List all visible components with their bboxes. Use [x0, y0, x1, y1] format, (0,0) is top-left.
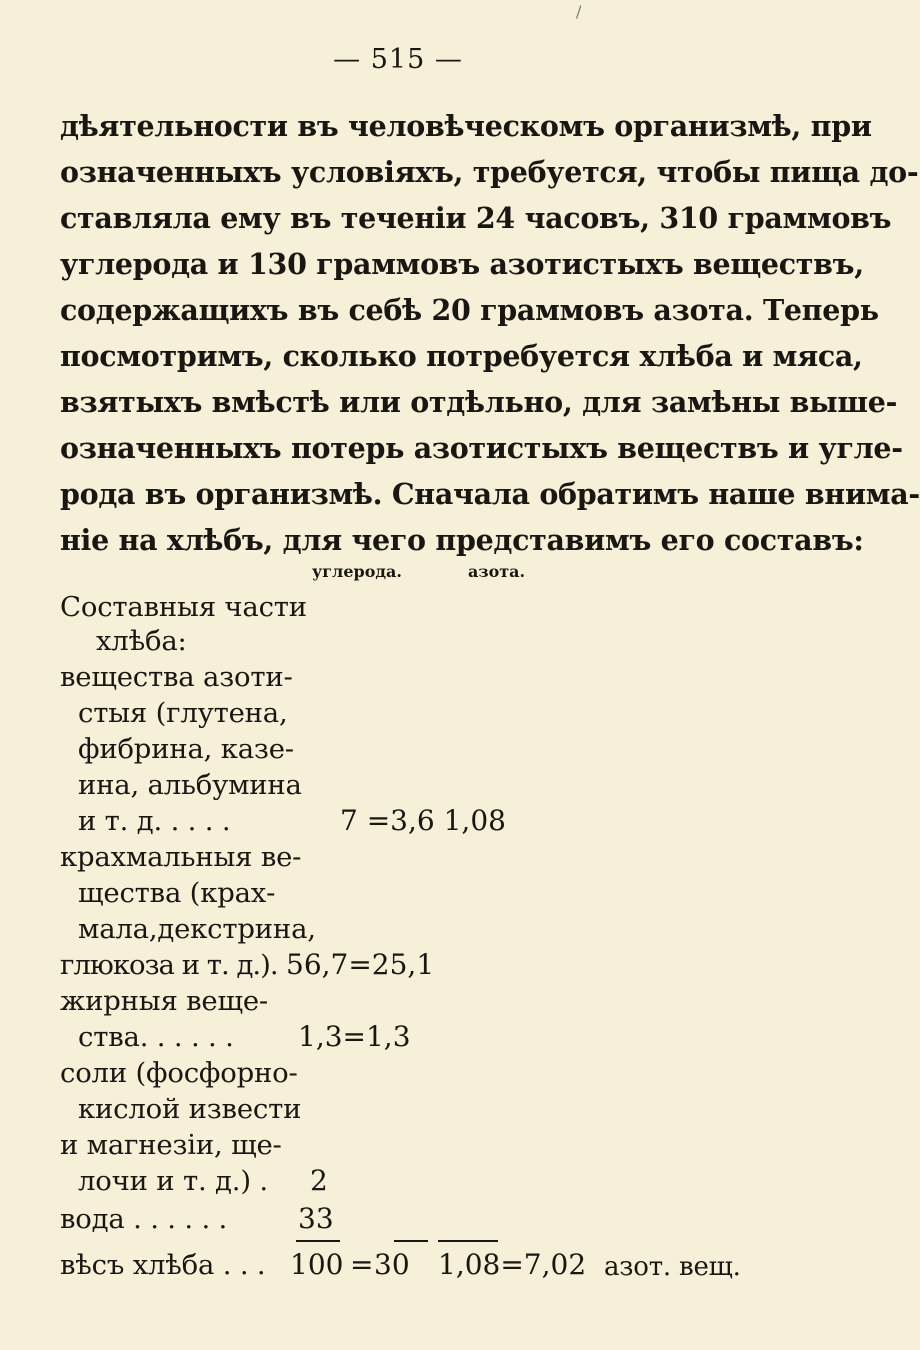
table-label-line: Составныя части: [60, 591, 307, 623]
sum-rule: [296, 1240, 340, 1242]
sum-rule: [394, 1240, 428, 1242]
total-weight: 100: [290, 1248, 344, 1281]
body-line-1: дѣятельности въ человѣческомъ организмѣ, при: [60, 109, 872, 143]
table-label-line: ина, альбумина: [78, 769, 302, 801]
body-line-6: посмотримъ, сколько потребуется хлѣба и мяса,: [60, 339, 863, 373]
table-label-line: глюкоза и т. д.).: [60, 949, 278, 981]
sum-rule: [438, 1240, 498, 1242]
table-label-line: соли (фосфорно-: [60, 1057, 298, 1089]
body-line-9: рода въ организмѣ. Сначала обратимъ наше внима-: [60, 477, 920, 511]
body-line-10: ніе на хлѣбъ, для чего представимъ его составъ:: [60, 523, 864, 557]
table-label-line: ства. . . . . .: [78, 1021, 234, 1053]
body-line-8: означенныхъ потерь азотистыхъ веществъ и угле-: [60, 431, 903, 465]
body-line-2: означенныхъ условіяхъ, требуется, чтобы пища до-: [60, 155, 919, 189]
table-label-line: стыя (глутена,: [78, 697, 288, 729]
table-label-line: хлѣба:: [96, 625, 187, 657]
value-fat: 1,3=1,3: [298, 1020, 411, 1053]
table-label-line: жирныя веще-: [60, 985, 269, 1017]
table-label-line: и т. д. . . . .: [78, 805, 231, 837]
body-line-3: ставляла ему въ теченіи 24 часовъ, 310 граммовъ: [60, 201, 892, 235]
table-label-line: мала,декстрина,: [78, 913, 316, 945]
table-label-line: вѣсъ хлѣба . . .: [60, 1249, 266, 1281]
body-line-7: взятыхъ вмѣстѣ или отдѣльно, для замѣны выше-: [60, 385, 898, 419]
body-line-4: углерода и 130 граммовъ азотистыхъ веществъ,: [60, 247, 864, 281]
body-line-5: содержащихъ въ себѣ 20 граммовъ азота. Теперь: [60, 293, 879, 327]
total-equals: =: [350, 1248, 374, 1281]
table-label-line: лочи и т. д.) .: [78, 1165, 268, 1197]
page-number: — 515 —: [333, 44, 463, 75]
column-header-carbon: углерода.: [312, 562, 402, 581]
table-label-line: кислой извести: [78, 1093, 302, 1125]
value-water: 33: [298, 1202, 334, 1235]
table-label-line: и магнезіи, ще-: [60, 1129, 282, 1161]
table-label-line: вода . . . . . .: [60, 1203, 228, 1235]
total-note: азот. вещ.: [604, 1252, 741, 1282]
table-label-line: вещества азоти-: [60, 661, 293, 693]
value-nitrogenous: 7 =3,6 1,08: [340, 804, 506, 837]
value-starch: 56,7=25,1: [286, 948, 435, 981]
table-label-line: крахмальныя ве-: [60, 841, 302, 873]
total-carbon: 30: [374, 1248, 410, 1281]
value-salts: 2: [310, 1164, 328, 1197]
total-nitrogen: 1,08=7,02: [438, 1248, 587, 1281]
table-label-line: фибрина, казе-: [78, 733, 294, 765]
corner-mark: /: [576, 2, 582, 21]
table-label-line: щества (крах-: [78, 877, 276, 909]
column-header-nitrogen: азота.: [468, 562, 526, 581]
